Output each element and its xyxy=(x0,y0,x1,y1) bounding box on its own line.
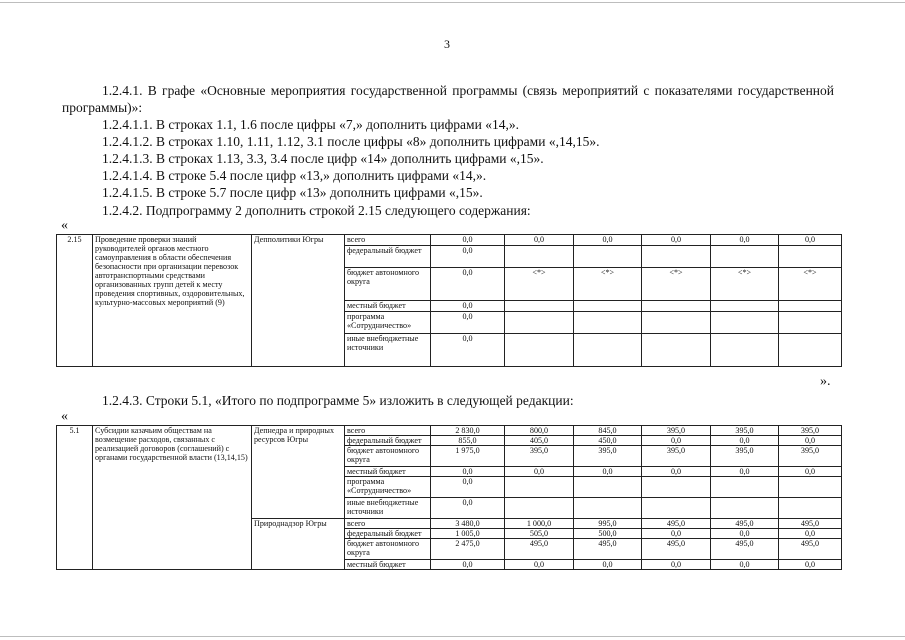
value-cell: 0,0 xyxy=(711,560,779,570)
value-cell: 405,0 xyxy=(505,436,574,446)
funding-source: местный бюджет xyxy=(345,301,431,312)
value-cell: 0,0 xyxy=(431,301,505,312)
paragraph-1-2-4-1-1: 1.2.4.1.1. В строках 1.1, 1.6 после цифры «7,» дополнить цифрами «14,». xyxy=(102,117,519,132)
open-quote-2: « xyxy=(61,409,68,424)
value-cell: 0,0 xyxy=(574,235,642,246)
event-description: Субсидии казачьим обществам на возмещение расходов, связанных с реализацией договоров (соглашений) с органами государственной власти (13,14,15) xyxy=(93,426,252,570)
page-number: 3 xyxy=(444,37,450,51)
event-description: Проведение проверки знаний руководителей органов местного самоуправления в области обеспечения безопасности при организации перевозок автотранспортными средствами организованных групп детей к месту проведения спортивных, оздоровительных, культурно-массовых мероприятий (9) xyxy=(93,235,252,367)
value-cell: 0,0 xyxy=(779,529,842,539)
row-number: 5.1 xyxy=(57,426,93,570)
value-cell xyxy=(574,312,642,334)
value-cell: 0,0 xyxy=(431,268,505,301)
value-cell: 395,0 xyxy=(779,446,842,467)
value-cell: 495,0 xyxy=(642,519,711,529)
value-cell xyxy=(779,301,842,312)
value-cell: 3 480,0 xyxy=(431,519,505,529)
value-cell: 0,0 xyxy=(431,560,505,570)
value-cell: 0,0 xyxy=(431,334,505,367)
value-cell: 495,0 xyxy=(779,539,842,560)
value-cell: 845,0 xyxy=(574,426,642,436)
value-cell: 0,0 xyxy=(779,235,842,246)
value-cell xyxy=(711,246,779,268)
value-cell: 395,0 xyxy=(505,446,574,467)
funding-source: местный бюджет xyxy=(345,560,431,570)
funding-source: федеральный бюджет xyxy=(345,246,431,268)
value-cell: 395,0 xyxy=(711,446,779,467)
value-cell: 855,0 xyxy=(431,436,505,446)
value-cell: 450,0 xyxy=(574,436,642,446)
value-cell: 495,0 xyxy=(711,519,779,529)
funding-source: бюджет автономного округа xyxy=(345,539,431,560)
value-cell: 2 830,0 xyxy=(431,426,505,436)
funding-source: программа «Сотрудничество» xyxy=(345,477,431,498)
value-cell xyxy=(711,498,779,519)
value-cell xyxy=(711,334,779,367)
executor: Депнедра и природных ресурсов Югры xyxy=(252,426,345,519)
value-cell: 495,0 xyxy=(505,539,574,560)
paragraph-1-2-4-1-3: 1.2.4.1.3. В строках 1.13, 3.3, 3.4 после цифр «14» дополнить цифрами «,15». xyxy=(102,151,544,166)
value-cell xyxy=(505,301,574,312)
value-cell: 1 005,0 xyxy=(431,529,505,539)
value-cell xyxy=(574,477,642,498)
paragraph-1-2-4-2: 1.2.4.2. Подпрограмму 2 дополнить строкой 2.15 следующего содержания: xyxy=(102,203,531,218)
value-cell: 395,0 xyxy=(642,426,711,436)
value-cell xyxy=(505,334,574,367)
paragraph-1-2-4-1-5: 1.2.4.1.5. В строке 5.7 после цифр «13» дополнить цифрами «,15». xyxy=(102,185,483,200)
value-cell: 0,0 xyxy=(779,467,842,477)
value-cell: 995,0 xyxy=(574,519,642,529)
funding-source: всего xyxy=(345,426,431,436)
value-cell xyxy=(505,312,574,334)
funding-source: местный бюджет xyxy=(345,467,431,477)
value-cell: <*> xyxy=(779,268,842,301)
value-cell xyxy=(779,498,842,519)
close-quote: ». xyxy=(820,374,831,389)
value-cell xyxy=(505,477,574,498)
value-cell: 505,0 xyxy=(505,529,574,539)
value-cell xyxy=(779,477,842,498)
value-cell xyxy=(642,246,711,268)
paragraph-1-2-4-3: 1.2.4.3. Строки 5.1, «Итого по подпрограмме 5» изложить в следующей редакции: xyxy=(102,393,574,408)
value-cell xyxy=(505,498,574,519)
value-cell: 2 475,0 xyxy=(431,539,505,560)
value-cell: 395,0 xyxy=(574,446,642,467)
value-cell: 0,0 xyxy=(505,467,574,477)
value-cell: 0,0 xyxy=(431,246,505,268)
funding-source: программа «Сотрудничество» xyxy=(345,312,431,334)
value-cell: 0,0 xyxy=(431,477,505,498)
funding-source: федеральный бюджет xyxy=(345,529,431,539)
executor: Депполитики Югры xyxy=(252,235,345,367)
value-cell: 0,0 xyxy=(431,498,505,519)
table-row-2-15 xyxy=(56,234,842,367)
value-cell: 0,0 xyxy=(779,560,842,570)
value-cell: 0,0 xyxy=(431,467,505,477)
table-row-5-1 xyxy=(56,425,842,570)
funding-source: всего xyxy=(345,519,431,529)
scan-edge-bottom xyxy=(0,636,905,637)
funding-source: бюджет автономного округа xyxy=(345,446,431,467)
open-quote-1: « xyxy=(61,218,68,233)
funding-source: иные внебюджетные источники xyxy=(345,334,431,367)
value-cell xyxy=(574,498,642,519)
value-cell: 0,0 xyxy=(574,467,642,477)
value-cell: <*> xyxy=(711,268,779,301)
value-cell: 0,0 xyxy=(711,436,779,446)
value-cell: 0,0 xyxy=(505,560,574,570)
value-cell: <*> xyxy=(574,268,642,301)
value-cell xyxy=(574,246,642,268)
value-cell xyxy=(642,301,711,312)
row-number: 2.15 xyxy=(57,235,93,367)
value-cell: 0,0 xyxy=(431,312,505,334)
value-cell: 800,0 xyxy=(505,426,574,436)
value-cell xyxy=(574,301,642,312)
value-cell xyxy=(642,334,711,367)
value-cell xyxy=(711,301,779,312)
value-cell xyxy=(711,477,779,498)
value-cell: 395,0 xyxy=(779,426,842,436)
funding-source: бюджет автономного округа xyxy=(345,268,431,301)
funding-source: федеральный бюджет xyxy=(345,436,431,446)
value-cell xyxy=(779,334,842,367)
value-cell: 495,0 xyxy=(574,539,642,560)
value-cell: 0,0 xyxy=(642,235,711,246)
paragraph-1-2-4-1: 1.2.4.1. В графе «Основные мероприятия государственной программы (связь мероприятий с показателями государственной программы)»: xyxy=(62,83,834,115)
value-cell: 495,0 xyxy=(642,539,711,560)
value-cell: 1 000,0 xyxy=(505,519,574,529)
value-cell: 0,0 xyxy=(779,436,842,446)
funding-source: иные внебюджетные источники xyxy=(345,498,431,519)
value-cell xyxy=(505,246,574,268)
value-cell: 0,0 xyxy=(711,529,779,539)
value-cell xyxy=(711,312,779,334)
value-cell: 0,0 xyxy=(642,560,711,570)
value-cell: 0,0 xyxy=(431,235,505,246)
value-cell: 0,0 xyxy=(711,235,779,246)
value-cell: 395,0 xyxy=(711,426,779,436)
value-cell: 0,0 xyxy=(574,560,642,570)
value-cell: 0,0 xyxy=(642,436,711,446)
value-cell xyxy=(779,246,842,268)
value-cell xyxy=(642,498,711,519)
value-cell: 0,0 xyxy=(711,467,779,477)
funding-source: всего xyxy=(345,235,431,246)
paragraph-1-2-4-1-2: 1.2.4.1.2. В строках 1.10, 1.11, 1.12, 3.1 после цифры «8» дополнить цифрами «,14,15». xyxy=(102,134,600,149)
paragraph-1-2-4-1-4: 1.2.4.1.4. В строке 5.4 после цифр «13,» дополнить цифрами «14,». xyxy=(102,168,487,183)
value-cell: 1 975,0 xyxy=(431,446,505,467)
value-cell: 495,0 xyxy=(711,539,779,560)
value-cell: 0,0 xyxy=(642,467,711,477)
value-cell: <*> xyxy=(642,268,711,301)
value-cell: <*> xyxy=(505,268,574,301)
value-cell xyxy=(642,312,711,334)
value-cell: 500,0 xyxy=(574,529,642,539)
scan-edge-top xyxy=(0,2,905,3)
value-cell: 495,0 xyxy=(779,519,842,529)
value-cell: 0,0 xyxy=(642,529,711,539)
value-cell: 0,0 xyxy=(505,235,574,246)
value-cell xyxy=(779,312,842,334)
value-cell: 395,0 xyxy=(642,446,711,467)
value-cell xyxy=(642,477,711,498)
executor: Природнадзор Югры xyxy=(252,519,345,570)
value-cell xyxy=(574,334,642,367)
